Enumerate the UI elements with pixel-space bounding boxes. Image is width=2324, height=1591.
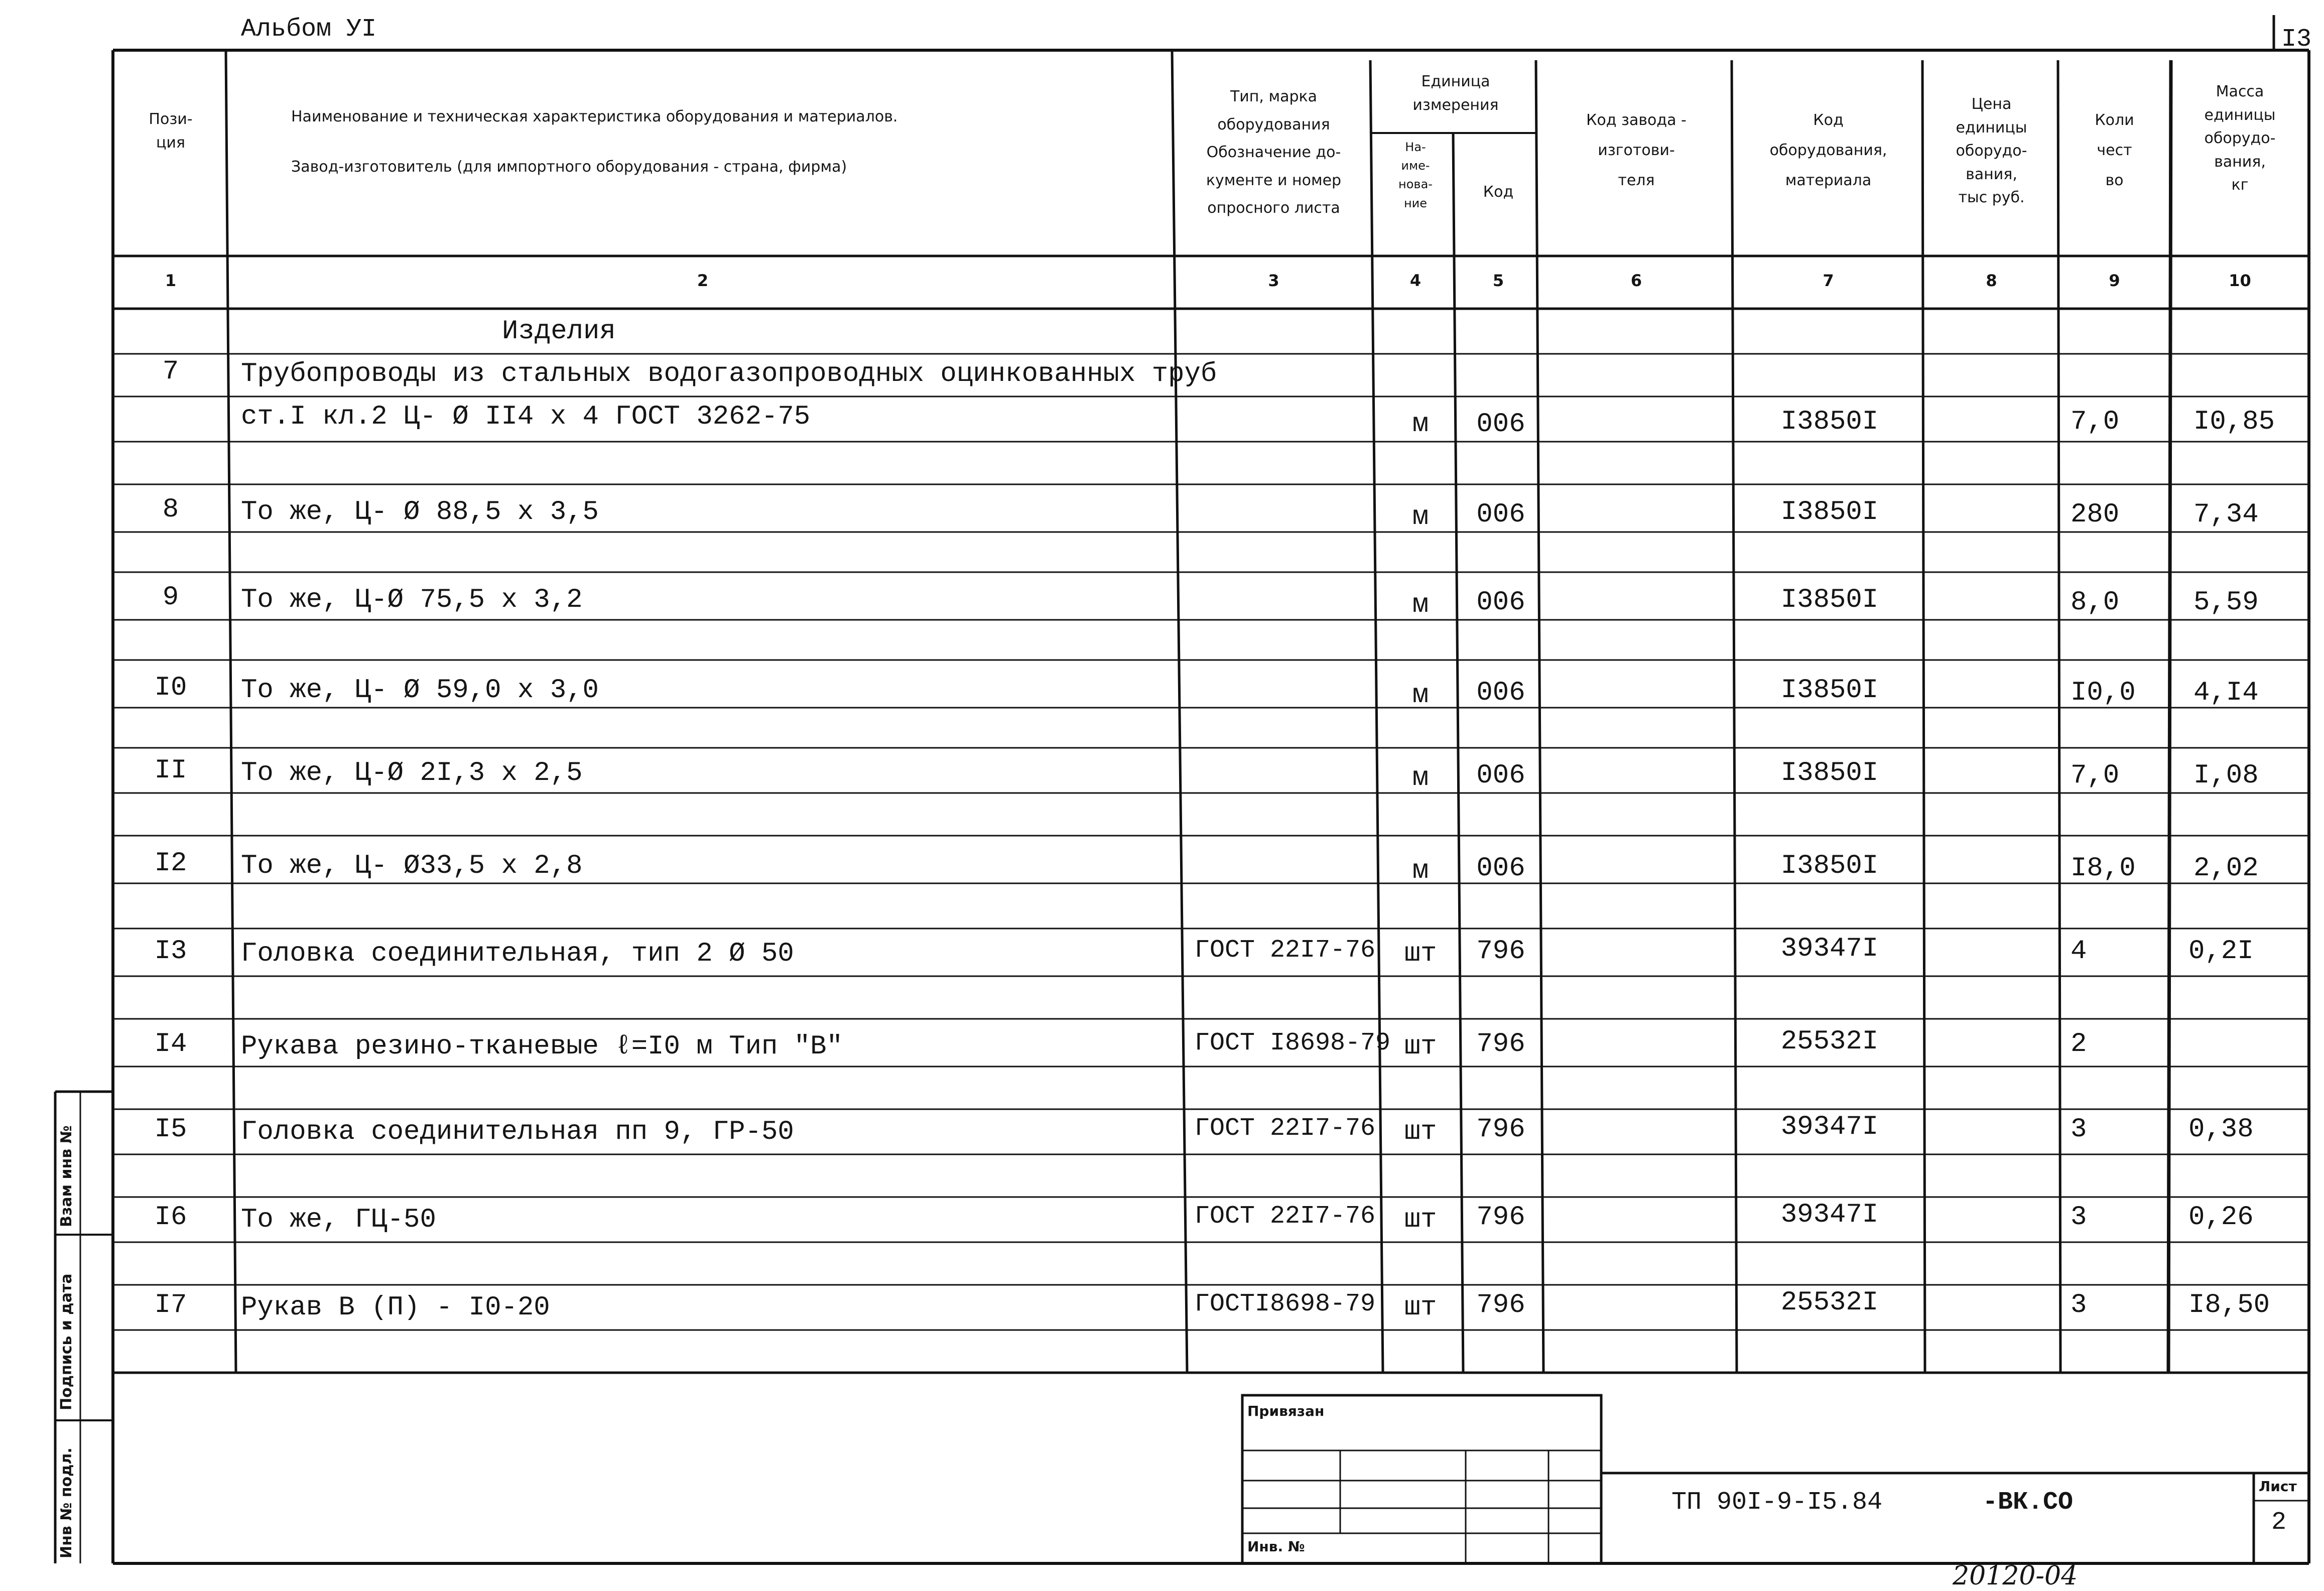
row-unit: шт	[1404, 1205, 1437, 1235]
header-maker-code: Код завода - изготови- теля	[1586, 111, 1687, 189]
row-unit: шт	[1404, 1117, 1437, 1147]
row-unit-code: 006	[1476, 409, 1525, 440]
page-corner-number: I3	[2281, 25, 2312, 54]
row-mass: I8,50	[2188, 1290, 2270, 1320]
side-label-inv-podl: Инв № подл.	[58, 1447, 75, 1558]
stamp-inv-no: Инв. №	[1247, 1538, 1305, 1555]
row-name: Рукава резино-тканевые ℓ=I0 м Тип "В"	[241, 1031, 843, 1062]
row-pos: II	[154, 755, 187, 786]
row-mass: 5,59	[2193, 587, 2259, 618]
row-pos: I4	[154, 1029, 187, 1059]
header-name-line1: Наименование и техническая характеристика оборудования и материалов.	[291, 108, 898, 125]
row-name: Головка соединительная, тип 2 Ø 50	[241, 939, 794, 969]
header-name-line2: Завод-изготовитель (для импортного оборудования - страна, фирма)	[291, 158, 847, 176]
row-name: То же, Ц-Ø 75,5 x 3,2	[241, 585, 583, 615]
row-type: ГОСТ I8698-79	[1195, 1029, 1391, 1057]
row-name: Головка соединительная пп 9, ГР-50	[241, 1117, 794, 1147]
row-type: ГОСТ 22I7-76	[1195, 936, 1376, 965]
row-pos: I7	[154, 1290, 187, 1320]
row-name: То же, Ц- Ø 88,5 x 3,5	[241, 497, 599, 527]
row-qty: I0,0	[2071, 678, 2136, 708]
row-unit: м	[1412, 856, 1429, 886]
row-pos: I3	[154, 936, 187, 967]
row-qty: 4	[2071, 936, 2087, 967]
row-qty: 7,0	[2071, 760, 2120, 791]
row-pos: 9	[162, 582, 179, 613]
header-type: Тип, марка оборудования Обозначение до- кументе и номер опросного листа	[1206, 88, 1342, 217]
row-pos: 8	[162, 494, 179, 525]
row-equip-code: I3850I	[1780, 407, 1879, 437]
row-qty: 3	[2071, 1290, 2087, 1320]
row-qty: 2	[2071, 1029, 2087, 1059]
row-name: То же, ГЦ-50	[241, 1205, 436, 1235]
row-qty: 280	[2071, 499, 2120, 530]
row-equip-code: 39347I	[1780, 1200, 1879, 1230]
side-label-signature-date: Подпись и дата	[58, 1273, 75, 1410]
row-name: ст.I кл.2 Ц- Ø II4 x 4 ГОСТ 3262-75	[241, 402, 811, 432]
row-qty: 8,0	[2071, 587, 2120, 618]
row-equip-code: 25532I	[1780, 1287, 1879, 1318]
row-unit-code: 006	[1476, 678, 1525, 708]
header-equip-code: Код оборудования, материала	[1769, 111, 1887, 189]
colnum-9: 9	[2109, 271, 2120, 290]
row-unit: м	[1412, 763, 1429, 793]
colnum-7: 7	[1823, 271, 1834, 290]
row-equip-code: I3850I	[1780, 497, 1879, 527]
row-type: ГОСТI8698-79	[1195, 1290, 1376, 1318]
row-name: То же, Ц- Ø33,5 x 2,8	[241, 851, 583, 881]
row-mass: 0,26	[2188, 1202, 2254, 1233]
row-unit: шт	[1404, 1292, 1437, 1323]
album-label: Альбом УI	[241, 15, 377, 44]
row-unit-code: 006	[1476, 853, 1525, 884]
row-type: ГОСТ 22I7-76	[1195, 1114, 1376, 1143]
sheet-number: 2	[2271, 1508, 2287, 1537]
row-pos: 7	[162, 356, 179, 387]
row-unit-code: 006	[1476, 587, 1525, 618]
row-mass: 0,38	[2188, 1114, 2254, 1145]
colnum-10: 10	[2229, 271, 2251, 290]
row-unit-code: 006	[1476, 760, 1525, 791]
row-name: Трубопроводы из стальных водогазопроводных оцинкованных труб	[241, 359, 1217, 389]
colnum-2: 2	[697, 271, 709, 290]
row-pos: I2	[154, 848, 187, 879]
row-equip-code: 39347I	[1780, 934, 1879, 964]
colnum-6: 6	[1630, 271, 1642, 290]
row-mass: 0,2I	[2188, 936, 2254, 967]
side-label-vzam-inv: Взам инв №	[58, 1125, 75, 1227]
doc-suffix: -ВК.СО	[1983, 1488, 2074, 1517]
section-title: Изделия	[502, 316, 616, 347]
row-unit: шт	[1404, 939, 1437, 969]
row-unit-code: 796	[1476, 1029, 1525, 1059]
row-name: То же, Ц-Ø 2I,3 x 2,5	[241, 758, 583, 788]
row-equip-code: I3850I	[1780, 758, 1879, 788]
footer-handwritten-number: 20120-04	[1953, 1561, 2078, 1591]
row-pos: I5	[154, 1114, 187, 1145]
row-mass: 4,I4	[2193, 678, 2259, 708]
header-position: Пози- ция	[149, 110, 193, 152]
colnum-1: 1	[165, 271, 177, 290]
row-equip-code: I3850I	[1780, 585, 1879, 615]
header-unit-code: Код	[1483, 183, 1514, 201]
row-pos: I6	[154, 1202, 187, 1233]
row-unit: м	[1412, 409, 1429, 440]
colnum-3: 3	[1268, 271, 1279, 290]
header-mass: Масса единицы оборудо- вания, кг	[2204, 83, 2276, 194]
row-equip-code: 25532I	[1780, 1026, 1879, 1057]
colnum-8: 8	[1986, 271, 1997, 290]
row-unit: м	[1412, 502, 1429, 533]
row-mass: 7,34	[2193, 499, 2259, 530]
row-pos: I0	[154, 673, 187, 703]
stamp-privyazan: Привязан	[1247, 1403, 1325, 1419]
header-qty: Коли чест во	[2095, 111, 2134, 189]
row-unit-code: 006	[1476, 499, 1525, 530]
header-unit-name: На- име- нова- ние	[1398, 140, 1433, 210]
row-unit-code: 796	[1476, 1114, 1525, 1145]
doc-code: ТП 90I-9-I5.84	[1671, 1488, 1883, 1517]
header-unit: Единица измерения	[1412, 73, 1499, 114]
row-type: ГОСТ 22I7-76	[1195, 1202, 1376, 1231]
row-name: Рукав В (П) - I0-20	[241, 1292, 550, 1323]
row-unit: м	[1412, 590, 1429, 620]
row-name: То же, Ц- Ø 59,0 x 3,0	[241, 675, 599, 706]
row-equip-code: I3850I	[1780, 851, 1879, 881]
row-mass: 2,02	[2193, 853, 2259, 884]
row-unit-code: 796	[1476, 1290, 1525, 1320]
row-qty: 7,0	[2071, 407, 2120, 437]
row-qty: 3	[2071, 1114, 2087, 1145]
row-unit-code: 796	[1476, 936, 1525, 967]
sheet-label: Лист	[2259, 1478, 2297, 1495]
row-qty: I8,0	[2071, 853, 2136, 884]
row-unit-code: 796	[1476, 1202, 1525, 1233]
header-price: Цена единицы оборудо- вания, тыс руб.	[1956, 95, 2027, 206]
row-mass: I0,85	[2193, 407, 2275, 437]
colnum-4: 4	[1409, 271, 1422, 290]
row-unit: шт	[1404, 1031, 1437, 1062]
row-unit: м	[1412, 680, 1429, 711]
row-equip-code: I3850I	[1780, 675, 1879, 706]
row-qty: 3	[2071, 1202, 2087, 1233]
row-equip-code: 39347I	[1780, 1112, 1879, 1142]
colnum-5: 5	[1492, 271, 1504, 290]
row-mass: I,08	[2193, 760, 2259, 791]
